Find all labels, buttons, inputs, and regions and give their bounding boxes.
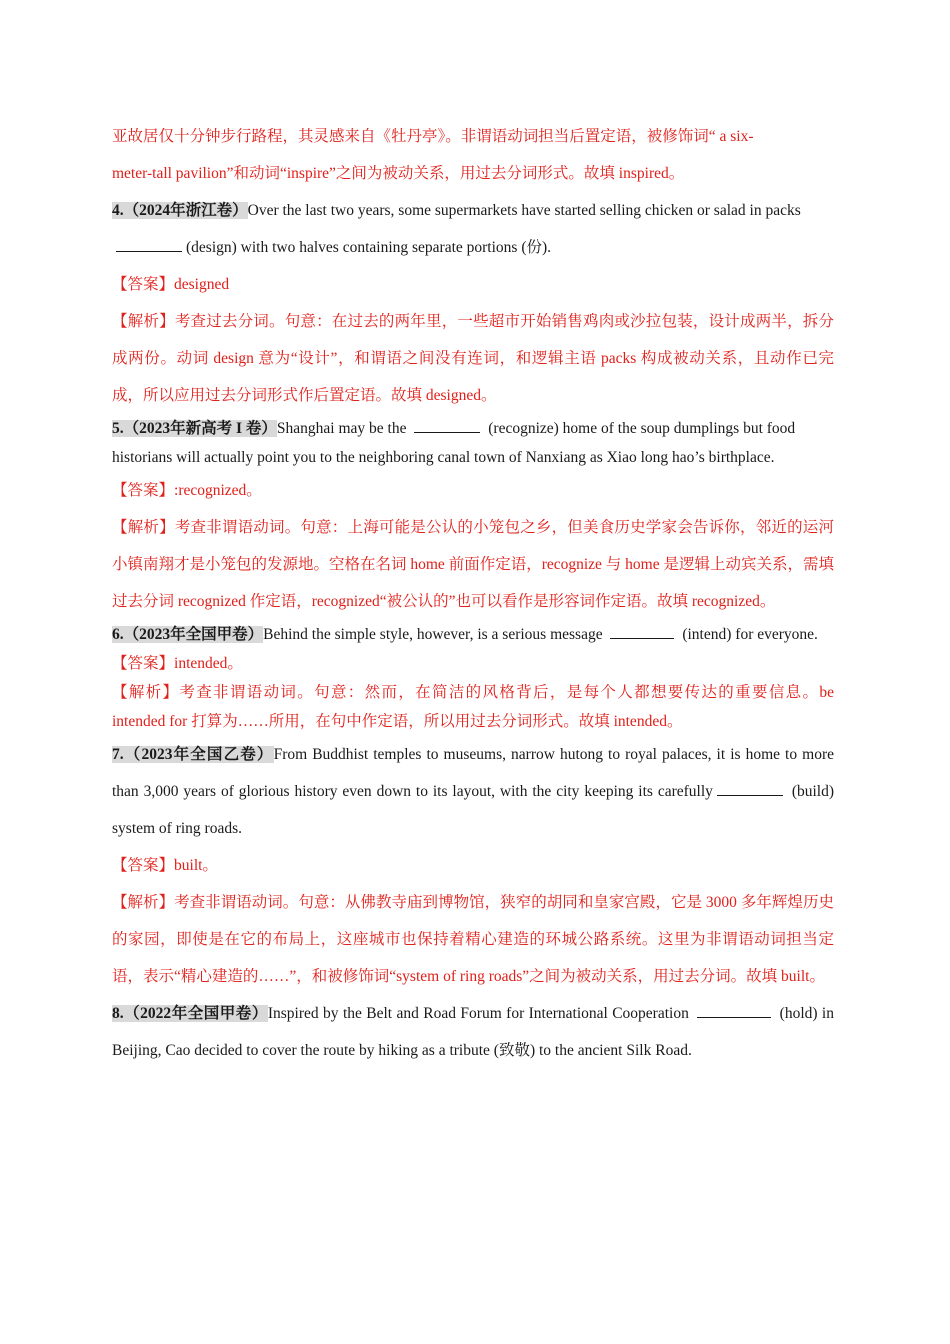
answer-7-value: built。 <box>174 857 218 874</box>
answer-blank[interactable] <box>717 781 783 796</box>
answer-6: 【答案】intended。 <box>112 655 243 672</box>
question-7-stem-end: (build) system of ring roads. <box>112 783 834 837</box>
answer-blank[interactable] <box>610 624 674 639</box>
question-6 <box>112 620 834 649</box>
question-5-stem: Shanghai may be the <box>276 420 407 437</box>
answer-blank[interactable] <box>414 418 480 433</box>
answer-6-value: intended。 <box>174 655 243 672</box>
analysis-5: 【解析】考查非谓语动词。句意：上海可能是公认的小笼包之乡，但美食历史学家会告诉你，邻近的运河小镇南翔才是小笼包的发源地。空格在名词 home 前面作定语，recognize 与 home 是逻辑上动宾关系，需填过去分词 recognized 作定语，recognized“被公认的”也可以看作是形容词作定语。故填 recognized。 <box>112 519 834 610</box>
question-7-stem: From Buddhist temples to museums, narrow hutong to royal palaces, it is home to more than 3,000 years of glorious history even down to its layout, with the city keeping its carefully <box>112 746 834 800</box>
analysis-continuation <box>112 118 834 192</box>
question-6-heading: 6.（2023年全国甲卷） <box>112 626 264 643</box>
question-4-heading: 4.（2024年浙江卷） <box>112 202 248 219</box>
question-7-heading: 7.（2023年全国乙卷） <box>112 746 274 763</box>
answer-4-value: designed <box>174 276 230 293</box>
answer-5-value: :recognized。 <box>174 482 262 499</box>
question-5 <box>112 414 834 472</box>
answer-blank[interactable] <box>116 237 182 252</box>
question-4-stem: Over the last two years, some supermarkets have started selling chicken or salad in packs <box>247 202 801 219</box>
question-8 <box>112 995 834 1069</box>
question-5-stem-end: (recognize) home of the soup dumplings but food historians will actually point you to the neighboring canal town of Nanxiang as Xiao long hao’s birthplace. <box>112 420 796 466</box>
question-5-heading: 5.（2023年新高考 I 卷） <box>112 420 277 437</box>
question-4-stem-end: (design) with two halves containing separate portions (份). <box>186 239 552 256</box>
document-page <box>112 118 834 1069</box>
question-4 <box>112 192 834 266</box>
analysis-6: 【解析】考查非谓语动词。句意：然而，在简洁的风格背后，是每个人都想要传达的重要信息。be intended for 打算为……所用，在句中作定语，所以用过去分词形式。故填 intended。 <box>112 684 834 730</box>
analysis-7: 【解析】考查非谓语动词。句意：从佛教寺庙到博物馆，狭窄的胡同和皇家宫殿，它是 3000 多年辉煌历史的家园，即使是在它的布局上，这座城市也保持着精心建造的环城公路系统。这里为非谓语动词担当定语，表示“精心建造的……”，和被修饰词“system of ring roads”之间为被动关系，用过去分词。故填 built。 <box>112 894 834 985</box>
analysis-4: 【解析】考查过去分词。句意：在过去的两年里，一些超市开始销售鸡肉或沙拉包装，设计成两半，拆分成两份。动词 design 意为“设计”，和谓语之间没有连词，和逻辑主语 packs 构成被动关系，且动作已完成，所以应用过去分词形式作后置定语。故填 designed。 <box>112 313 834 404</box>
question-8-stem: Inspired by the Belt and Road Forum for International Cooperation <box>267 1005 689 1022</box>
answer-4: 【答案】designed <box>112 276 230 293</box>
analysis-continuation-line-2: meter-tall pavilion”和动词“inspire”之间为被动关系，用过去分词形式。故填 inspired。 <box>112 165 685 182</box>
answer-blank[interactable] <box>697 1003 771 1018</box>
question-8-heading: 8.（2022年全国甲卷） <box>112 1005 268 1022</box>
question-7 <box>112 736 834 847</box>
answer-5: 【答案】:recognized。 <box>112 482 262 499</box>
question-6-stem: Behind the simple style, however, is a serious message <box>263 626 603 643</box>
answer-7: 【答案】built。 <box>112 857 218 874</box>
question-6-stem-end: (intend) for everyone. <box>682 626 818 643</box>
question-8-stem-end: (hold) in Beijing, Cao decided to cover the route by hiking as a tribute (致敬) to the ancient Silk Road. <box>112 1005 834 1059</box>
analysis-continuation-line-1: 亚故居仅十分钟步行路程，其灵感来自《牡丹亭》。非谓语动词担当后置定语，被修饰词“ a six- <box>112 128 754 145</box>
